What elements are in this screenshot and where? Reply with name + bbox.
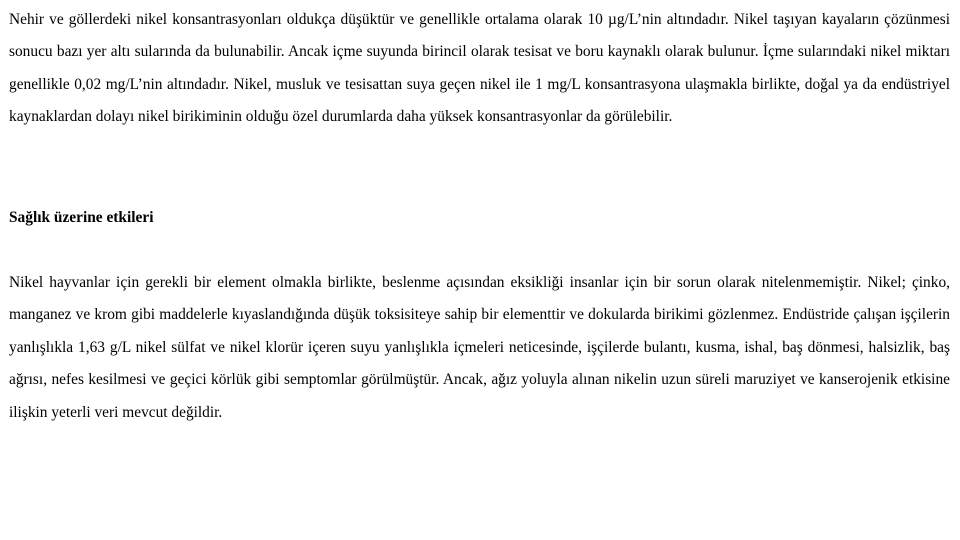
health-effects-paragraph: Nikel hayvanlar için gerekli bir element olmakla birlikte, beslenme açısından eksikliği insanlar için bir sorun olarak nitelenmemiştir. Nikel; çinko, manganez ve krom gibi maddelerle kıyaslandığında düşük toksisiteye sahip bir elementtir ve dokularda birikimi gözlenmez. Endüstride çalışan işçilerin yanlışlıkla 1,63 g/L nikel sülfat ve nikel klorür içeren suyu yanlışlıkla içmeleri neticesinde, işçilerde bulantı, kusma, ishal, baş dönmesi, halsizlik, baş ağrısı, nefes kesilmesi ve geçici körlük gibi semptomlar görülmüştür. Ancak, ağız yoluyla alınan nikelin uzun süreli maruziyet ve kanserojenik etkisine ilişkin yeterli veri mevcut değildir. xyxy=(9,274,950,421)
section-heading: Sağlık üzerine etkileri xyxy=(9,209,154,226)
intro-paragraph: Nehir ve göllerdeki nikel konsantrasyonları oldukça düşüktür ve genellikle ortalama olarak 10 µg/L’nin altındadır. Nikel taşıyan kayaların çözünmesi sonucu bazı yer altı sularında da bulunabilir. Ancak içme suyunda birincil olarak tesisat ve boru kaynaklı olarak bulunur. İçme sularındaki nikel miktarı genellikle 0,02 mg/L’nin altındadır. Nikel, musluk ve tesisattan suya geçen nikel ile 1 mg/L konsantrasyona ulaşmakla birlikte, doğal ya da endüstriyel kaynaklardan dolayı nikel birikiminin olduğu özel durumlarda daha yüksek konsantrasyonlar da görülebilir. xyxy=(9,11,950,126)
